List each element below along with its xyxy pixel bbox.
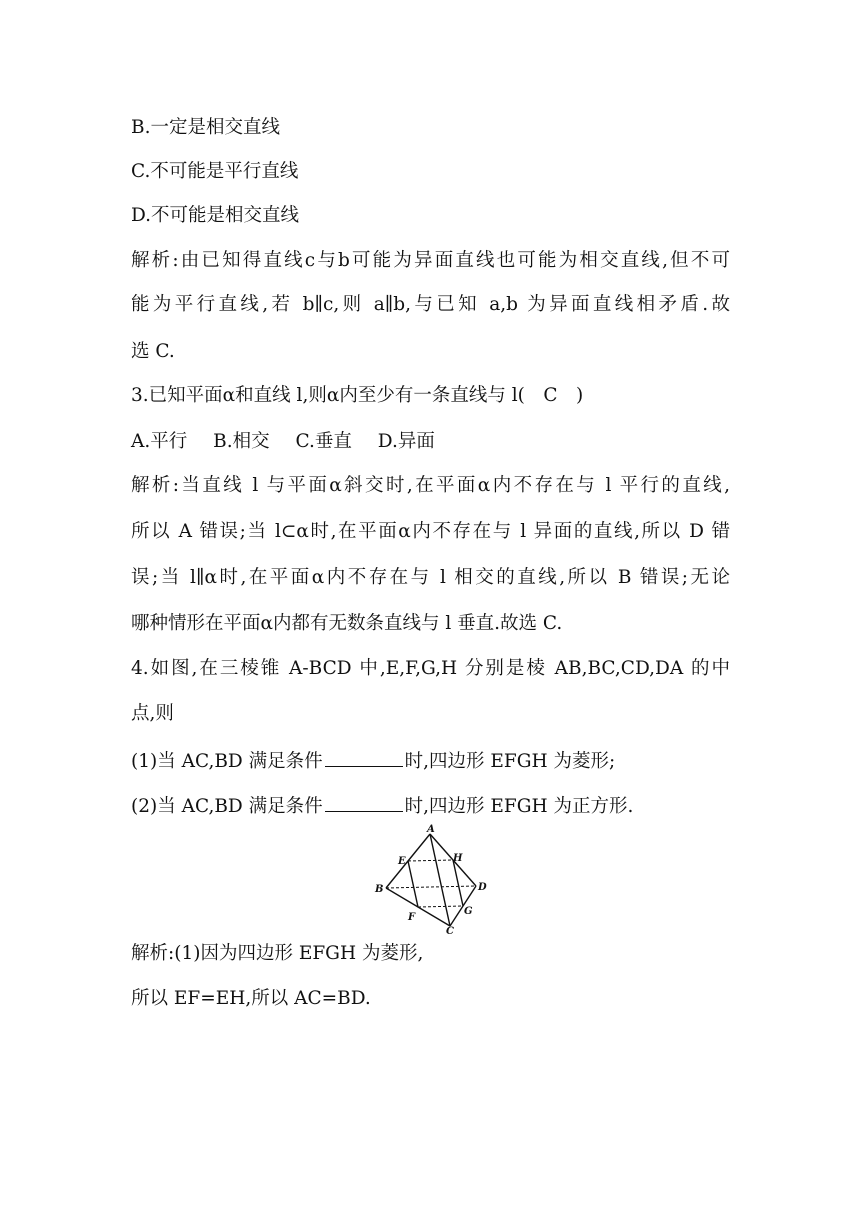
edge-bd-hidden [386,886,476,888]
solution-3-line-3: 误;当 l∥α时,在平面α内不存在与 l 相交的直线,所以 B 错误;无论 [131,567,730,588]
question-4-stem-line-1: 4.如图,在三棱锥 A-BCD 中,E,F,G,H 分别是棱 AB,BC,CD,DA 的中 [131,658,730,679]
label-h: H [453,853,463,864]
label-c: C [446,926,454,934]
question-4-part-2 [131,793,730,819]
question-3-options [131,430,730,454]
label-f: F [408,912,416,923]
solution-2-line-3: 选 C. [131,341,175,362]
q4-part2-blank[interactable] [325,793,403,812]
segment-ef [408,861,418,907]
option-b-text: B.一定是相交直线 [131,117,280,138]
solution-4-line-1: 解析:(1)因为四边形 EFGH 为菱形, [131,943,424,964]
option-c-text: C.不可能是平行直线 [131,161,299,182]
solution-3-line-4: 哪种情形在平面α内都有无数条直线与 l 垂直.故选 C. [131,613,563,634]
edge-ac [430,834,450,926]
q3-option-c: C.垂直 [295,431,352,452]
solution-3-line-1: 解析:当直线 l 与平面α斜交时,在平面α内不存在与 l 平行的直线, [131,475,730,496]
q4-part1-blank[interactable] [325,748,403,767]
q3-option-b: B.相交 [213,431,270,452]
solution-4-line-2: 所以 EF=EH,所以 AC=BD. [131,988,371,1009]
q4-part1-suffix: 时,四边形 EFGH 为菱形; [404,751,616,772]
label-e: E [398,856,406,867]
label-b: B [375,884,384,895]
solution-3-line-2: 所以 A 错误;当 l⊂α时,在平面α内不存在与 l 异面的直线,所以 D 错 [131,521,730,542]
segment-fg-hidden [418,906,463,907]
q3-option-a: A.平行 [131,431,188,452]
tetrahedron-figure [372,824,490,934]
label-d: D [478,882,487,893]
option-d-text: D.不可能是相交直线 [131,205,300,226]
q3-option-d: D.异面 [377,431,435,452]
q4-part2-prefix: (2)当 AC,BD 满足条件 [131,796,323,817]
solution-2-line-2: 能为平行直线,若 b∥c,则 a∥b,与已知 a,b 为异面直线相矛盾.故 [131,294,730,315]
question-4-stem-line-2: 点,则 [131,703,174,724]
q4-part2-suffix: 时,四边形 EFGH 为正方形. [404,796,634,817]
q4-part1-prefix: (1)当 AC,BD 满足条件 [131,751,323,772]
segment-eh-hidden [408,860,453,861]
label-a: A [427,824,435,835]
segment-hg [453,860,463,906]
solution-2-line-1: 解析:由已知得直线c与b可能为异面直线也可能为相交直线,但不可 [131,250,730,271]
label-g: G [464,906,473,917]
question-3-stem: 3.已知平面α和直线 l,则α内至少有一条直线与 l( C ) [131,385,584,406]
question-4-part-1 [131,748,730,774]
